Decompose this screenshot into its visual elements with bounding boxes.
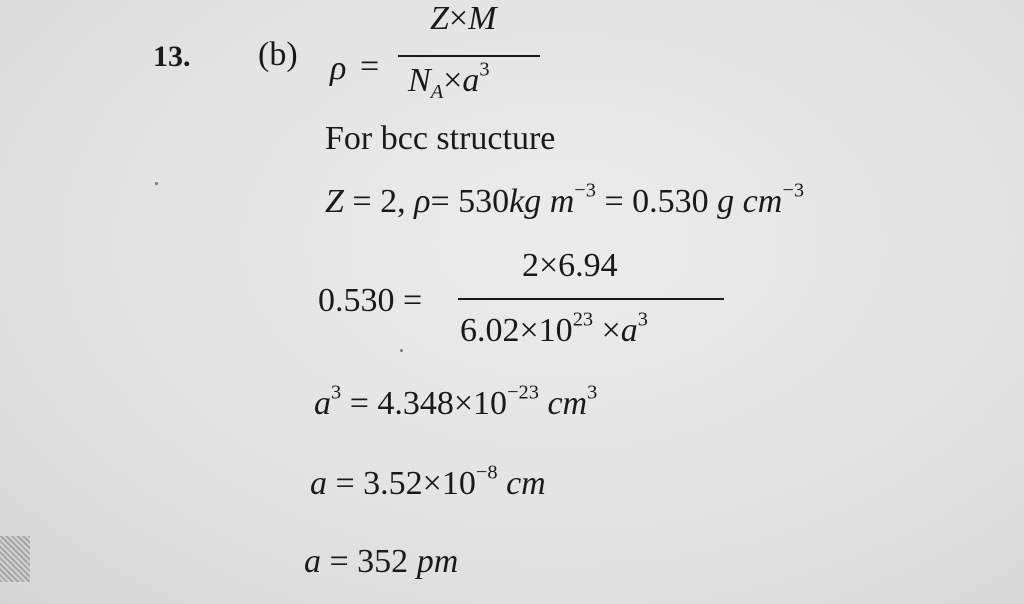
- given-kg: kg: [509, 183, 542, 220]
- step-a3-value: = 4.348×10: [349, 385, 508, 422]
- formula-a: a: [462, 62, 480, 99]
- given-rho-value: = 530: [430, 183, 510, 220]
- formula-m: M: [468, 0, 497, 37]
- given-m: m: [549, 183, 575, 220]
- result-a: a: [304, 543, 321, 580]
- step-a-unit: cm: [506, 465, 546, 502]
- step-a3-exp: −23: [507, 381, 539, 404]
- speck: [155, 182, 158, 185]
- result-unit: pm: [416, 543, 459, 580]
- answer-option: (b): [258, 36, 298, 73]
- question-number: 13.: [153, 40, 191, 73]
- given-z-value: = 2,: [352, 183, 406, 220]
- calc-fraction-bar: [458, 298, 724, 300]
- calc-den-times: ×: [601, 312, 621, 349]
- step-a-cubed: [314, 381, 598, 423]
- step-a-a: a: [310, 465, 327, 502]
- given-g-value: = 0.530: [604, 183, 709, 220]
- given-line: [325, 179, 805, 221]
- page-edge-mark: [0, 536, 30, 582]
- step-a3-unit-exp: 3: [587, 381, 598, 404]
- formula-numerator: [430, 0, 496, 38]
- calc-den-exp: 23: [572, 308, 594, 331]
- calc-den-a-exp: 3: [637, 308, 648, 331]
- step-a3-unit: cm: [547, 385, 588, 422]
- formula-denominator: [408, 58, 490, 104]
- formula-n: N: [408, 62, 431, 99]
- formula-den-times: ×: [443, 62, 463, 99]
- formula-times: ×: [448, 0, 469, 37]
- calc-lhs: 0.530 =: [318, 282, 423, 319]
- given-z: Z: [325, 183, 344, 220]
- step-a: [310, 461, 546, 503]
- formula-z: Z: [430, 0, 449, 37]
- result-value: = 352: [329, 543, 409, 580]
- formula-equals: =: [360, 48, 380, 85]
- formula-avogadro-sub: A: [430, 81, 444, 104]
- given-rho: ρ: [414, 183, 431, 220]
- calc-den-main: 6.02×10: [460, 312, 573, 349]
- step-a3-a-exp: 3: [331, 381, 342, 404]
- given-g: g: [717, 183, 735, 220]
- formula-a-exp: 3: [479, 58, 490, 81]
- given-m-exp: −3: [574, 179, 596, 202]
- step-a-value: = 3.52×10: [335, 465, 476, 502]
- result-line: [304, 543, 458, 581]
- structure-line: For bcc structure: [325, 120, 556, 157]
- step-a-exp: −8: [475, 461, 498, 484]
- formula-fraction-bar: [398, 55, 540, 57]
- step-a3-a: a: [314, 385, 331, 422]
- calc-den-a: a: [620, 312, 638, 349]
- formula-rho: ρ: [330, 50, 347, 87]
- calc-numerator: 2×6.94: [522, 247, 618, 284]
- speck: [400, 349, 403, 352]
- given-cm: cm: [742, 183, 783, 220]
- calc-denominator: [460, 308, 648, 350]
- given-cm-exp: −3: [782, 179, 805, 202]
